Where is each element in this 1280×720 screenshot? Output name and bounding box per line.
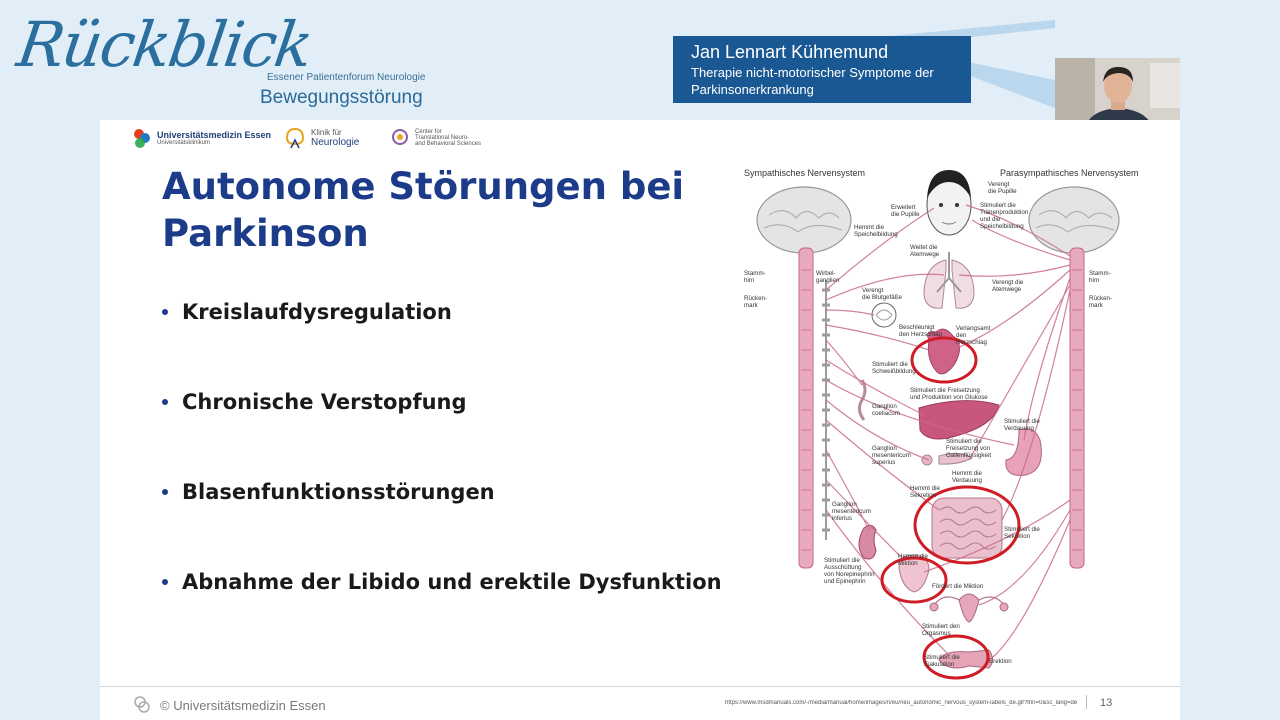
slide-title-line2: Parkinson xyxy=(162,212,369,255)
sympathetic-chain xyxy=(822,280,830,540)
bullet-dot-icon xyxy=(162,309,168,315)
neuro-line2: Neurologie xyxy=(311,137,360,148)
head-icon xyxy=(927,170,971,235)
bullet-item xyxy=(160,570,722,660)
liver-icon xyxy=(919,401,999,439)
label-schweissbildung: Stimuliert die Schweißbildung xyxy=(872,361,916,375)
label-rueckenmark-left: Rücken-mark xyxy=(744,295,768,309)
bullet-dot-icon xyxy=(162,399,168,405)
forum-name: Essener Patientenforum Neurologie xyxy=(267,72,426,83)
label-hemmt-speichel: Hemmt die Speichelbildung xyxy=(854,224,898,238)
left-spinal-cord xyxy=(799,248,813,568)
presentation-slide xyxy=(100,120,1180,720)
bullet-text: Blasenfunktionsstörungen xyxy=(182,480,495,504)
page-number-separator xyxy=(1086,695,1087,709)
label-stimuliert-verdauung: Stimuliert die Verdauung xyxy=(1004,418,1040,432)
bullet-list xyxy=(160,300,722,660)
neuro-line1: Klinik für xyxy=(311,128,342,137)
uterus-icon xyxy=(930,594,1008,622)
talk-title xyxy=(691,64,961,98)
label-rueckenmark-right: Rücken-mark xyxy=(1089,295,1113,309)
label-hemmt-sekretion: Hemmt die Sekretion xyxy=(910,485,940,499)
ctnbs-emblem-icon xyxy=(390,126,410,150)
label-verengt-atemwege: Verengt die Atemwege xyxy=(992,279,1024,293)
left-brain-icon xyxy=(757,187,851,253)
bullet-item xyxy=(160,480,722,570)
label-galle: Stimuliert die Freisetzung von Gallenflüssigkeit xyxy=(946,438,992,459)
label-orgasmus: Stimuliert den Orgasmus xyxy=(922,623,960,637)
talk-title-line1: Therapie nicht-motorischer Symptome der xyxy=(691,65,934,80)
label-foerdert-miktion: Fördert die Miktion xyxy=(932,583,984,590)
label-stimuliert-sekretion: Stimuliert die Sekretion xyxy=(1004,526,1040,540)
label-ganglion-mes-sup: Ganglion mesentericum superius xyxy=(872,445,911,466)
neurologie-logo xyxy=(284,126,359,150)
label-blutgefaesse: Verengt die Blutgefäße xyxy=(862,287,902,301)
label-wirbelganglien: Wirbel-ganglien xyxy=(816,270,840,284)
talk-title-line2: Parkinsonerkrankung xyxy=(691,82,814,97)
footer-divider xyxy=(100,686,1180,687)
blood-vessel-icon xyxy=(872,303,896,327)
label-beschleunigt: Beschleunigt den Herzschlag xyxy=(899,324,942,338)
slide-title-line1: Autonome Störungen bei xyxy=(162,165,685,208)
label-traenen: Stimuliert die Tränenproduktion und die Speichelbildung xyxy=(980,202,1029,230)
copyright-text: © Universitätsmedizin Essen xyxy=(160,697,326,713)
label-ejakulation: Stimuliert die Ejakulation xyxy=(924,654,960,668)
page-number: 13 xyxy=(1100,697,1113,709)
slide-title xyxy=(162,163,684,257)
lungs-icon xyxy=(924,252,974,308)
bullet-dot-icon xyxy=(162,489,168,495)
label-ganglion-coeliacum: Ganglion coeliacum xyxy=(872,403,900,417)
label-erweitert-pupille: Erweitert die Pupille xyxy=(891,204,920,218)
right-brain-icon xyxy=(1029,187,1119,253)
bullet-item xyxy=(160,300,722,390)
label-ganglion-mes-inf: Ganglion mesentericum inferius xyxy=(832,501,871,522)
bullet-text: Chronische Verstopfung xyxy=(182,390,467,414)
label-stammhirn-left: Stamm-hirn xyxy=(744,270,766,284)
parasympathetic-heading: Parasympathisches Nervensystem xyxy=(1000,168,1139,178)
rueckblick-logo: Rückblick xyxy=(12,8,316,81)
speaker-banner xyxy=(673,36,971,103)
label-hemmt-miktion: Hemmt die Miktion xyxy=(898,553,928,567)
webcam-image xyxy=(1055,58,1180,128)
ume-logo xyxy=(132,126,271,150)
label-noradrenalin: Stimuliert die Ausschüttung von Norepinephrin und Epinephrin xyxy=(824,557,875,585)
bullet-text: Kreislaufdysregulation xyxy=(182,300,452,324)
ctnbs-line3: and Behavioral Sciences xyxy=(415,141,482,147)
ctnbs-line1: Center for xyxy=(415,129,442,135)
ume-name: Universitätsmedizin Essen xyxy=(157,130,272,140)
bullet-dot-icon xyxy=(162,579,168,585)
label-glukose: Stimuliert die Freisetzung und Produktion von Glukose xyxy=(910,387,988,401)
bullet-text: Abnahme der Libido und erektile Dysfunktion xyxy=(182,570,722,594)
sympathetic-heading: Sympathisches Nervensystem xyxy=(744,168,866,178)
kidney-icon xyxy=(859,525,876,559)
ume-sub: Universitätsklinikum xyxy=(157,140,211,146)
ctnbs-logo xyxy=(390,126,481,150)
neurologie-emblem-icon xyxy=(284,126,306,150)
ctnbs-line2: Translational Neuro- xyxy=(415,135,470,141)
autonomic-nervous-system-diagram xyxy=(734,160,1144,680)
intestines-icon xyxy=(932,498,1002,558)
footer-copyright xyxy=(132,694,326,716)
label-stammhirn-right: Stamm-hirn xyxy=(1089,270,1111,284)
right-spinal-cord xyxy=(1070,248,1084,568)
label-verengt-pupille: Verengt die Pupille xyxy=(988,181,1017,195)
bullet-item xyxy=(160,390,722,480)
ume-emblem-icon xyxy=(132,126,152,150)
label-erektion: Erektion xyxy=(989,658,1012,665)
ume-footer-logo-icon xyxy=(132,694,152,716)
subject-title: Bewegungsstörung xyxy=(260,87,423,108)
source-url: https://www.msdmanuals.com/-/media/manual/home/images/n/eu/neu_autonomic_nervous_system-labels_de.gif?thn=0&sc_lang=de xyxy=(725,700,1078,706)
speaker-name: Jan Lennart Kühnemund xyxy=(691,42,889,62)
webcam-video-tile[interactable] xyxy=(1055,58,1180,128)
label-weitet-atemwege: Weitet die Atemwege xyxy=(910,244,940,258)
label-verlangsamt: Verlangsamt den Herzschlag xyxy=(956,325,991,346)
label-hemmt-verdauung: Hemmt die Verdauung xyxy=(952,470,982,484)
